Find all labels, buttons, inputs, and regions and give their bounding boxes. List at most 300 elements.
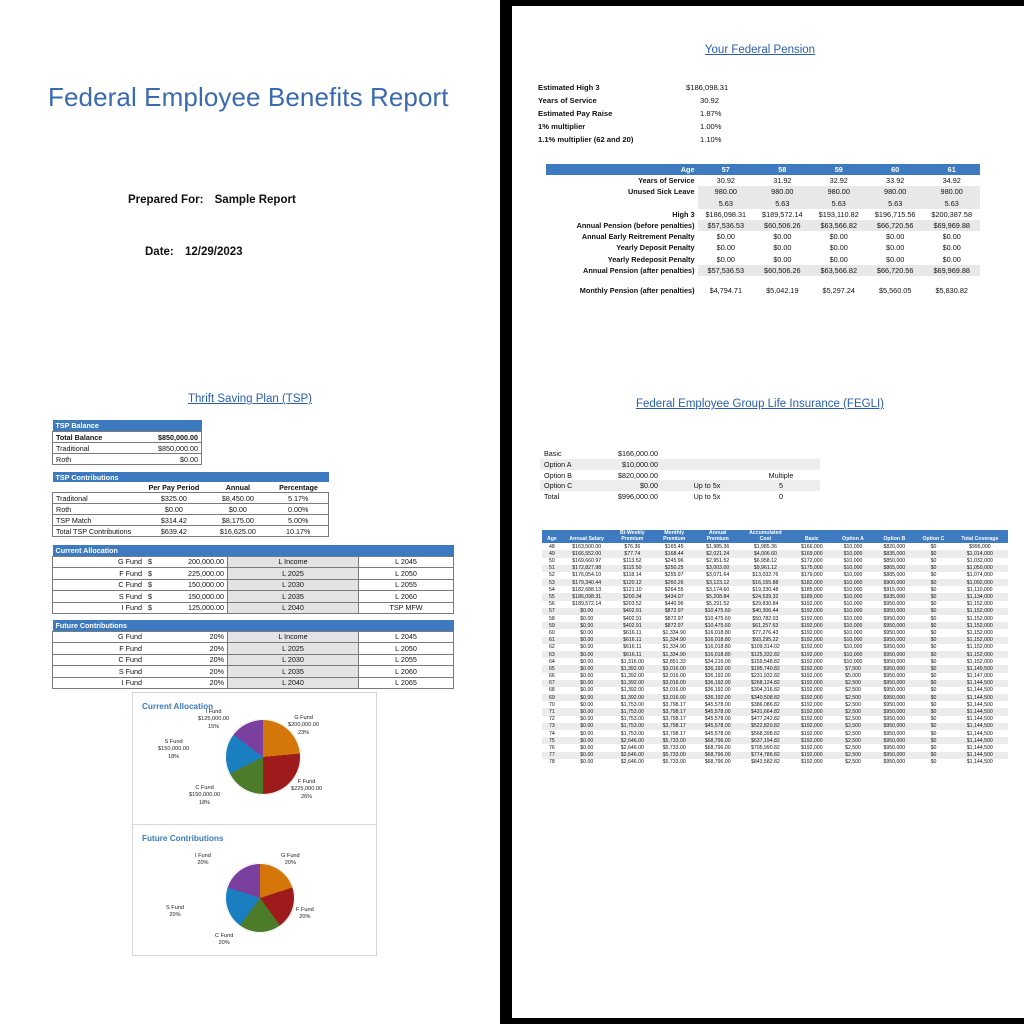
cell-7: $2,500 xyxy=(833,752,874,759)
cell-1: $166,552.00 xyxy=(562,550,612,557)
cell-6: $192,000 xyxy=(791,694,833,701)
cell-9: $0 xyxy=(915,608,951,615)
col-header: Annual Premium xyxy=(695,530,740,543)
chart-title-text: Future Contributions xyxy=(142,834,224,843)
row-value: $69,969.88 xyxy=(923,265,980,276)
cell-7: $10,000 xyxy=(833,565,874,572)
fund-label: I Fund xyxy=(121,678,142,688)
cell-8: $915,000 xyxy=(883,586,906,593)
cell-8: $820,000 xyxy=(883,543,906,550)
table-row xyxy=(546,186,980,197)
pie-label-f-fund: F Fund $225,000.00 26% xyxy=(291,779,323,800)
row-label: Option B xyxy=(544,470,572,480)
cell-0: 50 xyxy=(549,558,555,565)
cell-3: $260.26 xyxy=(653,579,695,586)
cell-9: $0 xyxy=(915,622,951,629)
row-value: 34.92 xyxy=(942,176,961,186)
future-contributions-band xyxy=(53,620,454,631)
cell-3: $3,016.00 xyxy=(653,694,695,701)
cell-1: $0.00 xyxy=(562,622,612,629)
row-label: Total Balance xyxy=(56,432,103,442)
cell-1: $0.00 xyxy=(562,651,612,658)
cell-5: $125,332.82 xyxy=(740,651,791,658)
cell-7: $2,500 xyxy=(845,716,861,723)
cell-9: $0 xyxy=(930,716,937,723)
cell-5: $61,257.63 xyxy=(740,622,791,629)
cell-6: $189,000 xyxy=(791,593,833,600)
cell-5: $50,782.03 xyxy=(752,615,779,622)
cell-6: $192,000 xyxy=(800,644,823,651)
cell-3: $3,798.17 xyxy=(662,701,686,708)
table-row xyxy=(542,565,1008,572)
cell-0: 63 xyxy=(542,651,562,658)
table-row xyxy=(542,622,1008,629)
cell-9: $0 xyxy=(930,730,937,737)
table-row xyxy=(542,716,1008,723)
cell-2: $77.74 xyxy=(612,550,653,557)
cell-1: $0.00 xyxy=(580,687,594,694)
cell-0: 77 xyxy=(542,752,562,759)
table-row xyxy=(542,730,1008,737)
cell-4: $3,071.64 xyxy=(706,572,730,579)
current-allocation-table xyxy=(52,545,454,614)
row-value: 980.00 xyxy=(811,186,867,197)
cell-5: $304,316.82 xyxy=(750,687,780,694)
cell-0: 75 xyxy=(542,737,562,744)
cell-1: $176,054.10 xyxy=(572,572,602,579)
row-value: $0.00 xyxy=(886,254,905,264)
row-multiple: 5 xyxy=(742,480,820,491)
cell-1: $186,098.31 xyxy=(562,593,612,600)
table-row xyxy=(542,608,1008,615)
summary-label: 1% multiplier xyxy=(538,122,586,131)
cell-4: $16,018.80 xyxy=(695,637,740,644)
cell-1: $0.00 xyxy=(580,716,594,723)
cell-0: 55 xyxy=(542,593,562,600)
row-upto: Up to 5x xyxy=(662,480,742,491)
row-value: $60,506.26 xyxy=(754,265,811,276)
cell-7: $2,500 xyxy=(845,687,861,694)
lifecycle-fund: L Income xyxy=(228,556,359,568)
cell-6: $179,000 xyxy=(800,572,823,579)
cell-8: $935,000 xyxy=(873,593,915,600)
cell-3: $872.97 xyxy=(653,608,695,615)
cell-9: $0 xyxy=(915,593,951,600)
row-amount: $996,000.00 xyxy=(618,491,658,501)
cell-6: $192,000 xyxy=(791,651,833,658)
cell-8: $950,000 xyxy=(883,658,906,665)
table-row xyxy=(53,568,454,580)
cell-7: $10,000 xyxy=(843,558,863,565)
row-value: 5.00% xyxy=(288,515,309,525)
page-right xyxy=(512,6,1024,1018)
cell-3: $5,733.00 xyxy=(653,752,695,759)
col-header: Option A xyxy=(833,530,874,543)
table-row xyxy=(53,432,202,443)
cell-5: $637,194.82 xyxy=(740,737,791,744)
cell-5: $386,086.82 xyxy=(750,701,780,708)
cell-3: $3,016.00 xyxy=(662,673,686,680)
row-value: 5.63 xyxy=(754,198,811,209)
row-value: $16,625.00 xyxy=(219,526,256,536)
table-row xyxy=(540,470,820,481)
row-value: $63,566.82 xyxy=(811,265,867,276)
table-row xyxy=(53,526,329,537)
cell-2: $1,316.00 xyxy=(620,658,644,665)
summary-label: Years of Service xyxy=(538,96,597,105)
cell-8: $950,000 xyxy=(883,673,906,680)
cell-6: $192,000 xyxy=(791,637,833,644)
cell-1: $0.00 xyxy=(562,637,612,644)
lifecycle-fund: L 2035 xyxy=(228,666,359,678)
cell-8: $950,000 xyxy=(873,680,915,687)
cell-1: $182,688.13 xyxy=(572,586,602,593)
table-row xyxy=(546,242,980,253)
cell-0: 53 xyxy=(542,579,562,586)
cell-0: 64 xyxy=(549,658,555,665)
row-value: $5,297.24 xyxy=(822,286,855,296)
cell-8: $950,000 xyxy=(873,651,915,658)
table-row xyxy=(542,550,1008,557)
cell-3: $1,334.90 xyxy=(653,637,695,644)
table-row xyxy=(546,285,980,296)
table-row xyxy=(542,558,1008,565)
row-value: $325.00 xyxy=(160,493,187,503)
cell-8: $950,000 xyxy=(883,701,906,708)
cell-3: $3,016.00 xyxy=(653,680,695,687)
cell-6: $169,000 xyxy=(791,550,833,557)
lifecycle-fund: L 2060 xyxy=(395,591,417,601)
col-header: Age xyxy=(542,530,562,543)
cell-6: $192,000 xyxy=(800,658,823,665)
cell-4: $36,192.00 xyxy=(695,680,740,687)
cell-4: $3,123.12 xyxy=(695,579,740,586)
col-header: Basic xyxy=(791,530,833,543)
cell-3: $1,334.90 xyxy=(653,651,695,658)
summary-label: 1.1% multiplier (62 and 20) xyxy=(538,135,634,144)
cell-4: $5,291.52 xyxy=(706,601,730,608)
cell-1: $0.00 xyxy=(562,708,612,715)
cell-0: 67 xyxy=(542,680,562,687)
row-value: 5.63 xyxy=(867,198,924,209)
fegli-section-heading: Federal Employee Group Life Insurance (FEGLI) xyxy=(635,398,884,410)
table-row xyxy=(53,631,454,643)
cell-4: $3,003.00 xyxy=(695,565,740,572)
cell-7: $10,000 xyxy=(833,593,874,600)
cell-10: $1,074,000 xyxy=(966,572,993,579)
cell-1: $163,500.00 xyxy=(572,543,602,550)
cell-1: $0.00 xyxy=(580,744,594,751)
cell-4: $10,475.60 xyxy=(695,608,740,615)
cell-4: $45,578.00 xyxy=(704,730,731,737)
cell-0: 54 xyxy=(549,586,555,593)
cell-9: $0 xyxy=(915,550,951,557)
cell-3: $5,733.00 xyxy=(653,737,695,744)
row-label: Traditonal xyxy=(56,493,88,503)
cell-0: 69 xyxy=(542,694,562,701)
currency-symbol: $ xyxy=(148,580,152,590)
lifecycle-fund: L 2055 xyxy=(395,655,417,665)
cell-10: $1,152,000 xyxy=(952,622,1008,629)
lifecycle-fund: L Income xyxy=(228,631,359,643)
cell-3: $255.97 xyxy=(664,572,684,579)
cell-9: $0 xyxy=(915,665,951,672)
cell-7: $2,500 xyxy=(845,701,861,708)
cell-3: $434.07 xyxy=(653,593,695,600)
cell-10: $1,152,000 xyxy=(966,615,993,622)
cell-8: $900,000 xyxy=(873,579,915,586)
cell-10: $996,000 xyxy=(968,543,991,550)
cell-0: 66 xyxy=(549,673,555,680)
table-row xyxy=(546,231,980,242)
cell-3: $3,798.17 xyxy=(662,730,686,737)
cell-1: $0.00 xyxy=(580,759,594,766)
cell-3: $3,798.17 xyxy=(662,716,686,723)
cell-10: $1,144,500 xyxy=(952,752,1008,759)
cell-0: 58 xyxy=(549,615,555,622)
fund-label: F Fund xyxy=(119,643,142,653)
cell-9: $0 xyxy=(930,673,937,680)
cell-5: $522,820.82 xyxy=(740,723,791,730)
row-value: $850,000.00 xyxy=(158,432,198,442)
cell-6: $192,000 xyxy=(791,680,833,687)
table-row xyxy=(53,493,329,504)
row-value: $0.00 xyxy=(886,232,905,242)
fund-label: C Fund xyxy=(118,580,142,590)
fund-amount: 150,000.00 xyxy=(188,591,224,601)
cell-9: $0 xyxy=(915,565,951,572)
cell-7: $2,500 xyxy=(845,730,861,737)
cell-7: $2,500 xyxy=(845,744,861,751)
fund-percent: 20% xyxy=(209,666,224,676)
cell-2: $1,753.00 xyxy=(620,730,644,737)
cell-10: $1,149,500 xyxy=(952,665,1008,672)
cell-1: $0.00 xyxy=(562,680,612,687)
tsp-balance-band xyxy=(53,420,202,432)
table-row xyxy=(540,459,820,470)
cell-7: $10,000 xyxy=(843,629,863,636)
fund-label: I Fund xyxy=(121,603,142,613)
col-header: Total Coverage xyxy=(952,530,1008,543)
table-row xyxy=(546,265,980,276)
lifecycle-fund: L 2040 xyxy=(228,602,359,614)
row-value: 5.63 xyxy=(923,198,980,209)
cell-5: $29,830.84 xyxy=(752,601,779,608)
currency-symbol xyxy=(145,631,159,643)
table-row xyxy=(542,737,1008,744)
cell-9: $0 xyxy=(930,586,937,593)
cell-6: $182,000 xyxy=(791,579,833,586)
cell-8: $950,000 xyxy=(883,730,906,737)
fund-percent: 20% xyxy=(209,655,224,665)
table-row xyxy=(546,175,980,186)
cell-4: $5,208.84 xyxy=(695,593,740,600)
fund-percent: 20% xyxy=(209,643,224,653)
cell-3: $3,016.00 xyxy=(653,665,695,672)
lifecycle-fund: L 2025 xyxy=(228,643,359,655)
row-label: Traditional xyxy=(56,443,90,453)
cell-3: $3,798.17 xyxy=(653,708,695,715)
cell-2: $402.91 xyxy=(612,608,653,615)
fund-label: G Fund xyxy=(118,632,142,642)
cell-2: $402.91 xyxy=(622,615,642,622)
cell-8: $950,000 xyxy=(873,637,915,644)
cell-4: $16,018.80 xyxy=(704,644,731,651)
cell-5: $24,539.32 xyxy=(740,593,791,600)
cell-2: $2,646.00 xyxy=(620,759,644,766)
currency-symbol: $ xyxy=(148,591,152,601)
row-value: $639.42 xyxy=(160,526,187,536)
cell-9: $0 xyxy=(915,694,951,701)
cell-8: $950,000 xyxy=(883,601,906,608)
cell-8: $950,000 xyxy=(883,687,906,694)
table-row xyxy=(542,644,1008,651)
cell-1: $169,660.97 xyxy=(572,558,602,565)
cell-9: $0 xyxy=(930,572,937,579)
cell-5: $843,582.82 xyxy=(750,759,780,766)
cell-2: $1,392.00 xyxy=(612,694,653,701)
table-row xyxy=(542,744,1008,751)
cell-9: $0 xyxy=(930,601,937,608)
cell-4: $45,578.00 xyxy=(695,723,740,730)
cell-3: $1,334.90 xyxy=(662,629,686,636)
prepared-for-label: Prepared For: xyxy=(128,194,204,206)
pie-label-g-fund: G Fund $200,000.00 23% xyxy=(288,715,320,736)
cell-6: $192,000 xyxy=(800,701,823,708)
row-value: $200,387.58 xyxy=(931,209,973,219)
row-value: $186,098.31 xyxy=(705,209,747,219)
cell-9: $0 xyxy=(930,558,937,565)
row-upto xyxy=(662,459,742,470)
fund-amount: 225,000.00 xyxy=(188,568,224,578)
cell-4: $68,796.00 xyxy=(695,752,740,759)
row-value: $0.00 xyxy=(942,232,961,242)
table-row xyxy=(542,572,1008,579)
cell-0: 78 xyxy=(549,759,555,766)
cell-3: $168.44 xyxy=(653,550,695,557)
cell-6: $192,000 xyxy=(791,622,833,629)
lifecycle-fund: L 2050 xyxy=(395,568,417,578)
row-value: $0.00 xyxy=(716,232,735,242)
currency-symbol xyxy=(145,677,159,689)
row-amount: $0.00 xyxy=(592,480,662,491)
row-value: $8,175.00 xyxy=(221,515,254,525)
row-amount: $166,000.00 xyxy=(618,449,658,459)
summary-label: Estimated High 3 xyxy=(538,83,600,92)
cell-7: $2,500 xyxy=(833,694,874,701)
col-header-age: Age xyxy=(546,164,698,175)
cell-3: $245.96 xyxy=(664,558,684,565)
row-amount: $820,000.00 xyxy=(618,470,658,480)
row-upto xyxy=(662,449,742,460)
cell-2: $76.36 xyxy=(624,543,641,550)
cell-8: $950,000 xyxy=(873,723,915,730)
cell-2: $1,753.00 xyxy=(612,708,653,715)
spacer-row xyxy=(546,276,980,285)
cell-5: $268,124.82 xyxy=(740,680,791,687)
table-row xyxy=(542,723,1008,730)
cell-5: $340,508.82 xyxy=(740,694,791,701)
row-value: 980.00 xyxy=(754,186,811,197)
cell-2: $402.91 xyxy=(612,622,653,629)
cell-7: $2,500 xyxy=(833,708,874,715)
row-value: $0.00 xyxy=(180,454,198,464)
row-label: High 3 xyxy=(672,209,695,219)
currency-symbol: $ xyxy=(148,603,152,613)
row-value: $314.42 xyxy=(160,515,187,525)
row-value: 32.92 xyxy=(829,176,848,186)
row-label: Yearly Redeposit Penalty xyxy=(607,254,695,264)
table-row xyxy=(542,586,1008,593)
col-header-age-value: 59 xyxy=(811,164,867,175)
cell-10: $1,144,500 xyxy=(966,730,993,737)
row-label: Years of Service xyxy=(638,176,695,186)
cell-0: 56 xyxy=(549,601,555,608)
cell-1: $0.00 xyxy=(562,694,612,701)
currency-symbol: $ xyxy=(148,568,152,578)
cell-0: 49 xyxy=(542,550,562,557)
cell-6: $185,000 xyxy=(800,586,823,593)
cell-1: $0.00 xyxy=(562,752,612,759)
row-label: Annual Pension (after penalties) xyxy=(546,265,698,276)
pension-age-table xyxy=(546,164,980,296)
cell-9: $0 xyxy=(930,644,937,651)
cell-10: $1,144,500 xyxy=(952,737,1008,744)
row-value: $5,560.05 xyxy=(878,286,912,296)
cell-7: $2,500 xyxy=(845,759,861,766)
row-value: 5.63 xyxy=(698,198,755,209)
cell-2: $1,753.00 xyxy=(620,701,644,708)
future-contributions-chart xyxy=(132,824,377,956)
lifecycle-fund: L 2045 xyxy=(395,557,417,567)
table-row xyxy=(542,701,1008,708)
row-value: 33.92 xyxy=(886,176,905,186)
cell-1: $0.00 xyxy=(562,665,612,672)
row-value: $0.00 xyxy=(773,254,792,264)
cell-5: $9,961.12 xyxy=(740,565,791,572)
cell-0: 60 xyxy=(549,629,555,636)
currency-symbol xyxy=(145,666,159,678)
table-row xyxy=(542,665,1008,672)
cell-0: 71 xyxy=(542,708,562,715)
cell-8: $835,000 xyxy=(873,550,915,557)
col-header: Monthly Premium xyxy=(653,530,695,543)
cell-7: $10,000 xyxy=(843,658,863,665)
lifecycle-fund: L 2025 xyxy=(228,568,359,580)
row-value: $0.00 xyxy=(164,504,183,514)
tsp-section-heading: Thrift Saving Plan (TSP) xyxy=(188,393,312,405)
cell-10: $1,152,000 xyxy=(952,608,1008,615)
cell-3: $440.96 xyxy=(664,601,684,608)
table-row xyxy=(53,591,454,603)
cell-4: $2,021.24 xyxy=(695,550,740,557)
cell-8: $950,000 xyxy=(873,622,915,629)
cell-2: $118.14 xyxy=(623,572,642,579)
cell-4: $45,578.00 xyxy=(704,701,731,708)
cell-9: $0 xyxy=(930,658,937,665)
page-left xyxy=(0,0,500,1024)
row-value: 980.00 xyxy=(698,186,755,197)
cell-10: $1,014,000 xyxy=(952,550,1008,557)
cell-10: $1,032,000 xyxy=(966,558,993,565)
chart-title-future xyxy=(142,834,223,844)
cell-9: $0 xyxy=(930,615,937,622)
cell-5: $1,985.36 xyxy=(753,543,777,550)
tsp-contributions-band-label: TSP Contributions xyxy=(55,472,119,482)
table-row xyxy=(542,680,1008,687)
cell-0: 57 xyxy=(542,608,562,615)
table-row xyxy=(542,752,1008,759)
